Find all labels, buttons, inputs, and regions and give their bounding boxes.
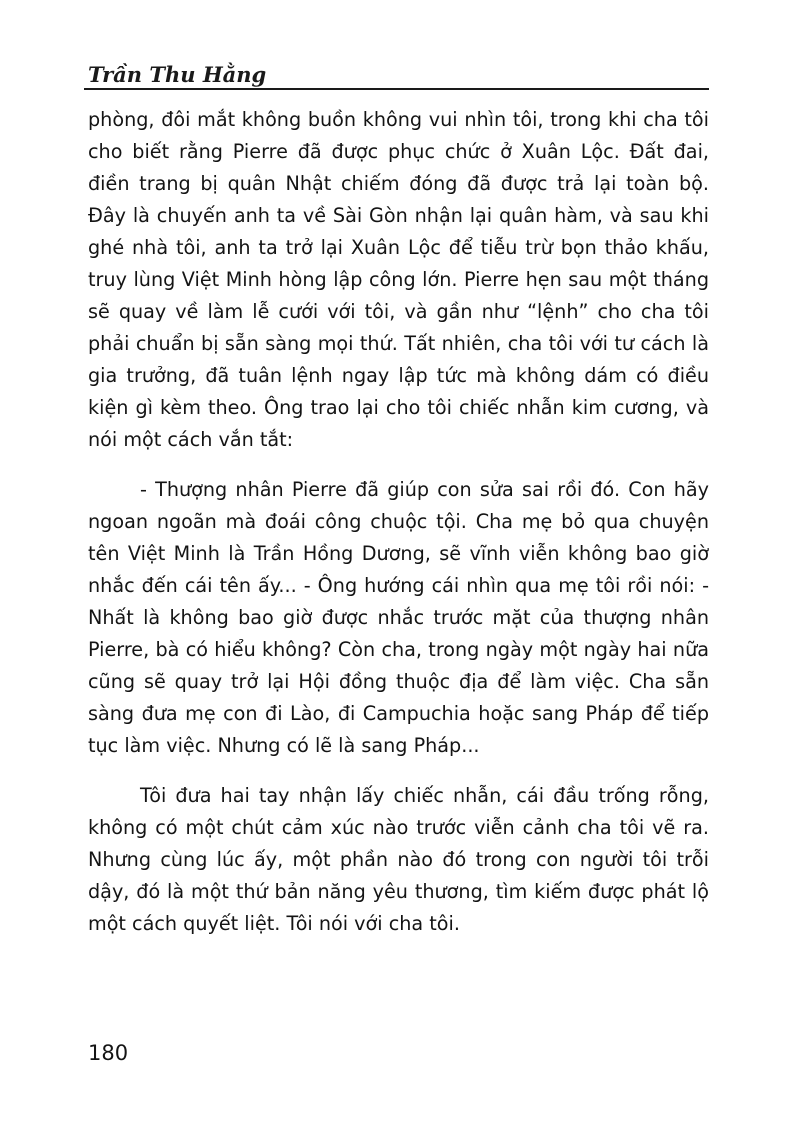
running-header [84,58,709,92]
page-body [88,104,709,940]
page-number: 180 [88,1041,129,1065]
running-header-title: Trần Thu Hằng [88,62,267,87]
paragraph-narration: Tôi đưa hai tay nhận lấy chiếc nhẫn, cái đầu trống rỗng, không có một chút cảm xúc nào trước viễn cảnh cha tôi vẽ ra. Nhưng cùng lúc ấy, một phần nào đó trong con người tôi trỗi dậy, đó là một thứ bản năng yêu thương, tìm kiếm được phát lộ một cách quyết liệt. Tôi nói với cha tôi. [88,784,709,935]
paragraph-continued: phòng, đôi mắt không buồn không vui nhìn tôi, trong khi cha tôi cho biết rằng Pierre đã được phục chức ở Xuân Lộc. Đất đai, điền trang bị quân Nhật chiếm đóng đã được trả lại toàn bộ. Đây là chuyến anh ta về Sài Gòn nhận lại quân hàm, và sau khi ghé nhà tôi, anh ta trở lại Xuân Lộc để tiễu trừ bọn thảo khấu, truy lùng Việt Minh hòng lập công lớn. Pierre hẹn sau một tháng sẽ quay về làm lễ cưới với tôi, và gần như “lệnh” cho cha tôi phải chuẩn bị sẵn sàng mọi thứ. Tất nhiên, cha tôi với tư cách là gia trưởng, đã tuân lệnh ngay lập tức mà không dám có điều kiện gì kèm theo. Ông trao lại cho tôi chiếc nhẫn kim cương, và nói một cách vắn tắt: [88,108,709,451]
paragraph-dialogue: - Thượng nhân Pierre đã giúp con sửa sai rồi đó. Con hãy ngoan ngoãn mà đoái công chuộc tội. Cha mẹ bỏ qua chuyện tên Việt Minh là Trần Hồng Dương, sẽ vĩnh viễn không bao giờ nhắc đến cái tên ấy... - Ông hướng cái nhìn qua mẹ tôi rồi nói: - Nhất là không bao giờ được nhắc trước mặt của thượng nhân Pierre, bà có hiểu không? Còn cha, trong ngày một ngày hai nữa cũng sẽ quay trở lại Hội đồng thuộc địa để làm việc. Cha sẵn sàng đưa mẹ con đi Lào, đi Campuchia hoặc sang Pháp để tiếp tục làm việc. Nhưng có lẽ là sang Pháp... [88,478,709,757]
header-divider [84,88,709,90]
